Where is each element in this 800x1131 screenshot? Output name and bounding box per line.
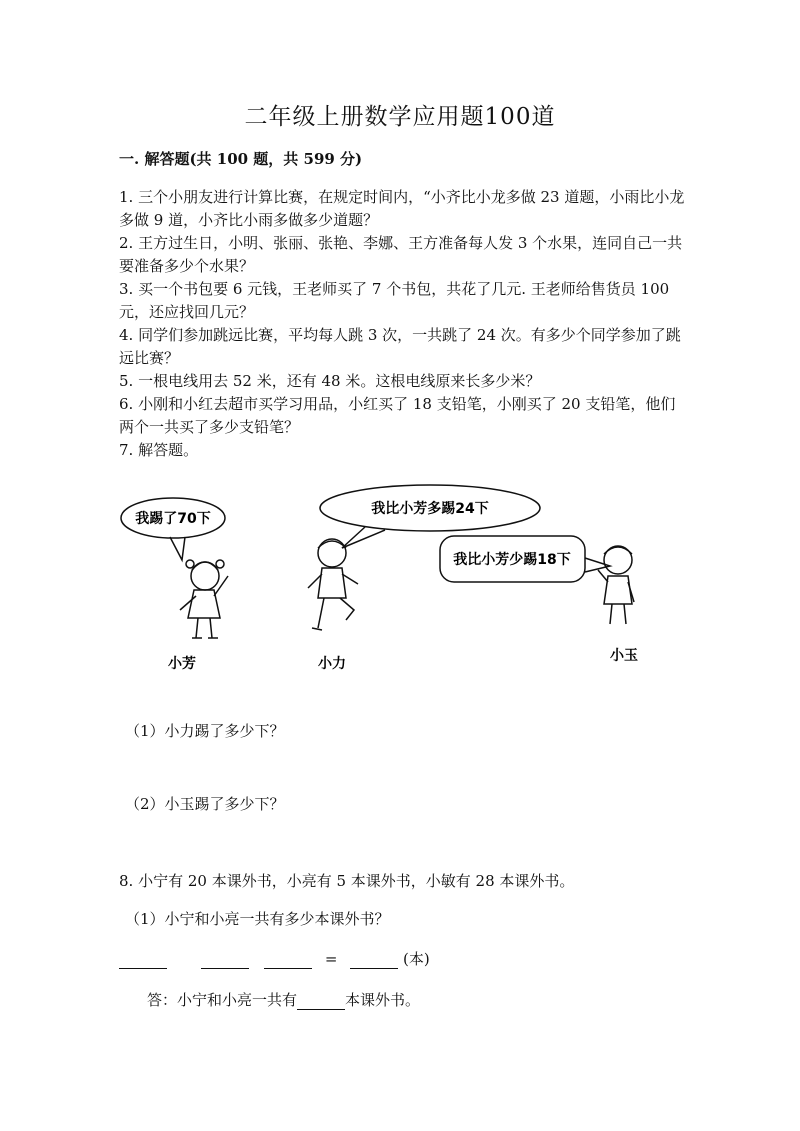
question-7: 7. 解答题。 (119, 441, 199, 459)
girl-xiaoyu-illustration (598, 546, 634, 624)
boy-xiaoli-illustration (308, 539, 358, 630)
bubble-text-3: 我比小芳少踢18下 (453, 552, 571, 568)
question-8: 8. 小宁有 20 本课外书，小亮有 5 本课外书，小敏有 28 本课外书。 (119, 872, 575, 890)
q8-sub-1: （1）小宁和小亮一共有多少本课外书？ (125, 910, 390, 928)
name-xiaoli: 小力 (318, 656, 346, 672)
section-heading: 一. 解答题(共 100 题，共 599 分) (119, 150, 363, 168)
answer-blank-3[interactable] (264, 952, 312, 969)
q7-sub-2: （2）小玉踢了多少下？ (125, 795, 285, 813)
answer-blank-2[interactable] (201, 952, 249, 969)
bubble-text-2: 我比小芳多踢24下 (371, 501, 489, 517)
answer-blank-5[interactable] (297, 993, 345, 1010)
answer-row (147, 989, 420, 1010)
kicking-figure (110, 478, 638, 688)
answer-blank-4[interactable] (350, 952, 398, 969)
equals-sign: = (324, 950, 338, 968)
bubble-text-1: 我踢了70下 (135, 511, 211, 527)
question-2: 2. 王方过生日，小明、张丽、张艳、李娜、王方准备每人发 3 个水果，连同自己一共要准备多少个水果？ (119, 234, 683, 275)
name-xiaofang: 小芳 (168, 656, 196, 672)
answer-blank-1[interactable] (119, 952, 167, 969)
page-title: 二年级上册数学应用题100道 (244, 104, 556, 130)
answer-prefix: 答：小宁和小亮一共有 (147, 991, 298, 1009)
girl-xiaofang-illustration (180, 560, 228, 638)
answer-suffix: 本课外书。 (345, 991, 421, 1009)
equation-row (119, 948, 430, 969)
question-list (119, 186, 689, 462)
question-6: 6. 小刚和小红去超市买学习用品，小红买了 18 支铅笔，小刚买了 20 支铅笔，他们两个一共买了多少支铅笔？ (119, 395, 676, 436)
q7-sub-1: （1）小力踢了多少下？ (125, 722, 285, 740)
question-5: 5. 一根电线用去 52 米，还有 48 米。这根电线原来长多少米？ (119, 372, 541, 390)
question-1: 1. 三个小朋友进行计算比赛，在规定时间内，“小齐比小龙多做 23 道题，小雨比小龙多做 9 道，小齐比小雨多做多少道题？ (119, 188, 685, 229)
name-xiaoyu: 小玉 (610, 648, 638, 664)
question-4: 4. 同学们参加跳远比赛，平均每人跳 3 次，一共跳了 24 次。有多少个同学参加了跳远比赛？ (119, 326, 681, 367)
question-3: 3. 买一个书包要 6 元钱，王老师买了 7 个书包，共花了几元. 王老师给售货员 100 元，还应找回几元？ (119, 280, 670, 321)
unit-label: (本) (403, 950, 430, 968)
